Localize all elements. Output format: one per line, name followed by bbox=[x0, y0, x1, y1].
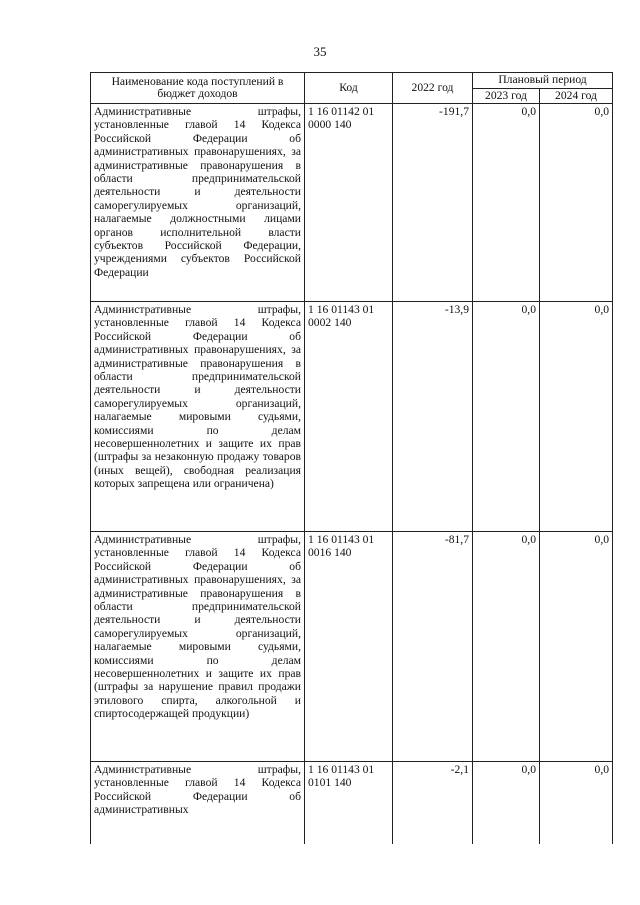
row-name: Административные штрафы, установленные главой 14 Кодекса Российской Федерации об административных правонарушениях, за административные правонарушения в области предпринимательской деятельности и деятельности саморегулируемых организаций, налагаемые мировыми судьями, комиссиями по делам несовершеннолетних и защите их прав (штрафы за нарушение правил продажи этилового спирта, алкогольной и спиртосодержащей продукции) bbox=[91, 532, 305, 762]
row-code: 1 16 01143 01 0101 140 bbox=[305, 762, 393, 845]
row-value-2022: -81,7 bbox=[393, 532, 473, 762]
budget-revenue-table bbox=[90, 72, 613, 844]
row-code: 1 16 01142 01 0000 140 bbox=[305, 104, 393, 302]
row-code: 1 16 01143 01 0002 140 bbox=[305, 302, 393, 532]
row-value-2023: 0,0 bbox=[473, 532, 540, 762]
row-value-2022: -13,9 bbox=[393, 302, 473, 532]
row-value-2024: 0,0 bbox=[540, 762, 613, 845]
row-value-2024: 0,0 bbox=[540, 302, 613, 532]
row-value-2023: 0,0 bbox=[473, 762, 540, 845]
table-row bbox=[91, 532, 613, 762]
header-year-2022: 2022 год bbox=[393, 73, 473, 104]
page-number: 35 bbox=[313, 44, 327, 59]
row-value-2022: -191,7 bbox=[393, 104, 473, 302]
header-year-2023: 2023 год bbox=[473, 88, 540, 104]
row-value-2022: -2,1 bbox=[393, 762, 473, 845]
header-planned-period: Плановый период bbox=[473, 73, 613, 89]
row-value-2023: 0,0 bbox=[473, 104, 540, 302]
row-code: 1 16 01143 01 0016 140 bbox=[305, 532, 393, 762]
row-name: Административные штрафы, установленные главой 14 Кодекса Российской Федерации об административных bbox=[91, 762, 305, 845]
table-row bbox=[91, 104, 613, 302]
row-name: Административные штрафы, установленные главой 14 Кодекса Российской Федерации об административных правонарушениях, за административные правонарушения в области предпринимательской деятельности и деятельности саморегулируемых организаций, налагаемые должностными лицами органов исполнительной власти субъектов Российской Федерации, учреждениями субъектов Российской Федерации bbox=[91, 104, 305, 302]
header-code: Код bbox=[305, 73, 393, 104]
row-value-2024: 0,0 bbox=[540, 104, 613, 302]
row-value-2024: 0,0 bbox=[540, 532, 613, 762]
table-row bbox=[91, 762, 613, 845]
header-year-2024: 2024 год bbox=[540, 88, 613, 104]
table-row bbox=[91, 302, 613, 532]
row-value-2023: 0,0 bbox=[473, 302, 540, 532]
row-name: Административные штрафы, установленные главой 14 Кодекса Российской Федерации об административных правонарушениях, за административные правонарушения в области предпринимательской деятельности и деятельности саморегулируемых организаций, налагаемые мировыми судьями, комиссиями по делам несовершеннолетних и защите их прав (штрафы за незаконную продажу товаров (иных вещей), свободная реализация которых запрещена или ограничена) bbox=[91, 302, 305, 532]
header-name: Наименование кода поступлений в бюджет доходов bbox=[91, 73, 305, 104]
